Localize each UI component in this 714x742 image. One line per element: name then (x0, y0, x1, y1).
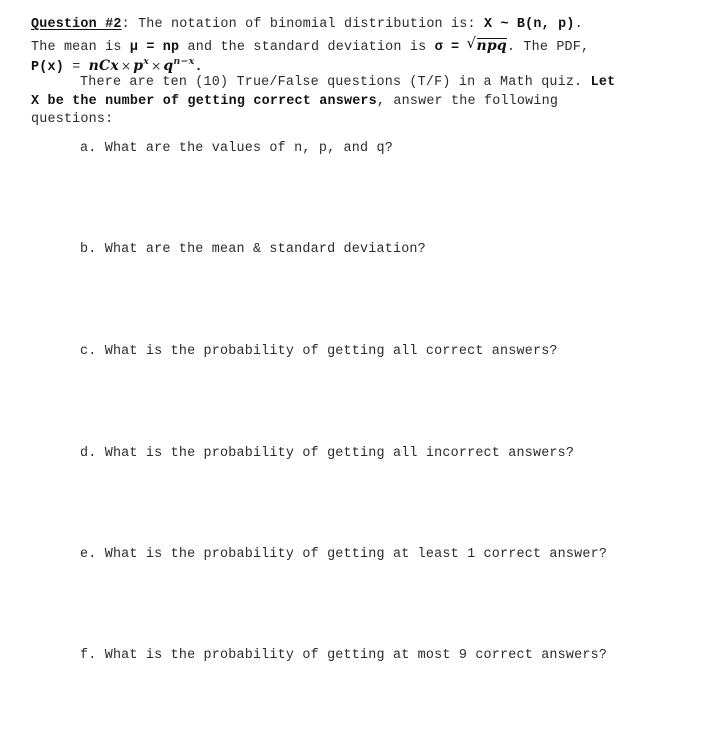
question-item-b: b. What are the mean & standard deviation? (80, 242, 426, 257)
pdf-equals: = (63, 60, 89, 75)
pdf-end: . (194, 60, 203, 75)
question-item-e: e. What is the probability of getting at least 1 correct answer? (80, 547, 608, 562)
problem-line-3 (31, 111, 113, 129)
pdf-p-exponent: x (143, 56, 150, 67)
pdf-q: q (163, 58, 174, 74)
question-item-a: a. What are the values of n, p, and q? (80, 141, 393, 156)
px-label: P(x) (31, 60, 64, 75)
random-variable-definition: X be the number of getting correct answers (31, 94, 377, 109)
header-intro: : The notation of binomial distribution is: (121, 17, 484, 32)
mean-formula: μ = np (129, 40, 180, 55)
sigma-symbol: σ = (434, 40, 460, 55)
sd-radicand: npq (476, 38, 507, 54)
pdf-q-exponent: n−x (173, 56, 195, 67)
question-header-line (31, 16, 583, 34)
pdf-combination: nCx (88, 58, 119, 74)
question-item-f: f. What is the probability of getting at most 9 correct answers? (80, 648, 608, 663)
sd-formula (466, 34, 507, 55)
header-period: . (574, 17, 583, 32)
problem-text: questions: (31, 112, 114, 127)
mean-sd-line (31, 34, 590, 57)
pdf-p: p (133, 58, 144, 74)
problem-let: Let (590, 75, 616, 90)
question-title: Question #2 (31, 17, 122, 32)
pdf-intro: . The PDF, (506, 40, 590, 55)
binomial-notation: X ~ B(n, p) (483, 17, 575, 32)
problem-text: , answer the following (376, 94, 559, 109)
sd-intro: and the standard deviation is (179, 40, 435, 55)
radical-sign: √ (466, 34, 477, 52)
question-item-d: d. What is the probability of getting all incorrect answers? (80, 446, 575, 461)
question-item-c: c. What is the probability of getting all correct answers? (80, 344, 558, 359)
problem-line-1 (80, 74, 615, 92)
mean-intro: The mean is (31, 40, 130, 55)
problem-text: There are ten (10) True/False questions (T/F) in a Math quiz. (80, 75, 591, 90)
times-sign: × (151, 59, 162, 73)
problem-line-2 (31, 93, 558, 111)
times-sign: × (120, 59, 132, 73)
